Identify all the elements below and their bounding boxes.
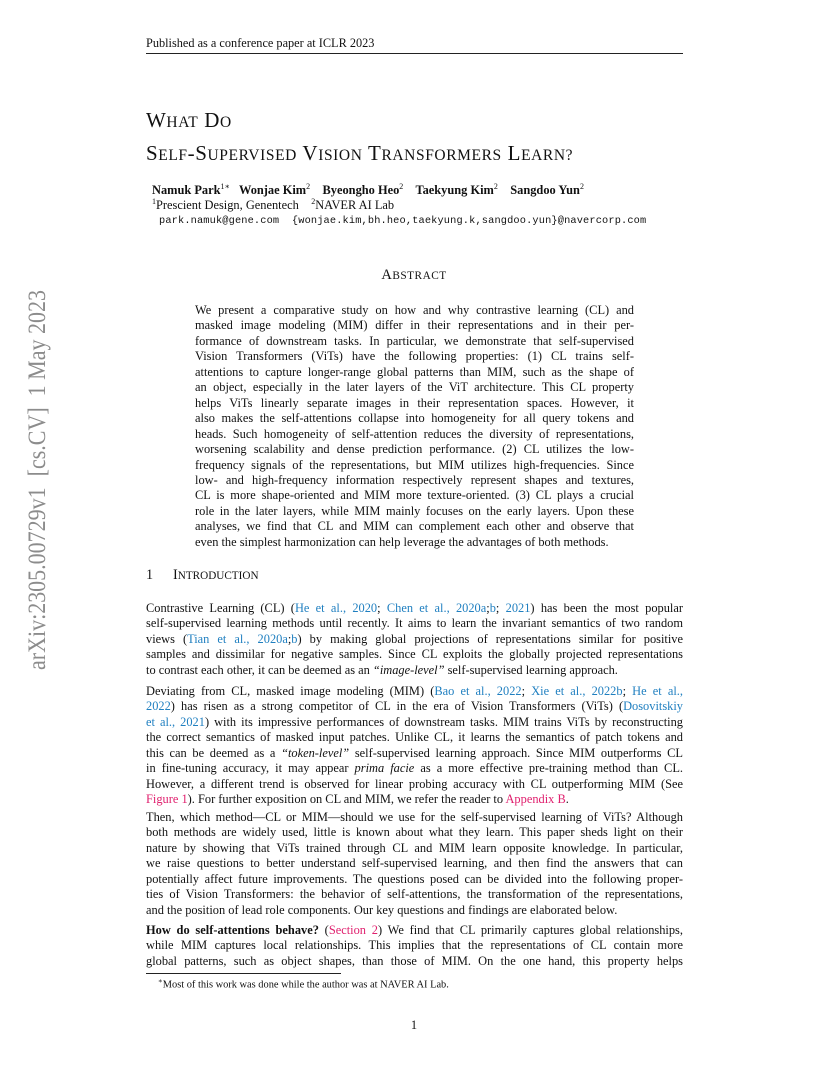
abstract-line-12: low- and high-frequency information respectively represent shapes and textures, bbox=[195, 472, 634, 487]
intro-paragraph-2 bbox=[146, 684, 683, 808]
figure-ref-link[interactable]: Figure 1 bbox=[146, 792, 188, 807]
abstract-line-13: CL is more shape-oriented and MIM more texture-oriented. (3) CL plays a crucial bbox=[195, 488, 634, 503]
section-number: 1 bbox=[146, 567, 154, 583]
citation-link[interactable]: Bao et al., 2022 bbox=[434, 684, 522, 698]
p2-line-2: 2022) has risen as a strong competitor of CL in the era of Vision Transformers (ViTs) (Dosovitskiy bbox=[146, 699, 683, 714]
p2-line-7: However, a different trend is observed for linear probing accuracy with CL outperforming MIM (See bbox=[146, 776, 683, 791]
header-rule bbox=[146, 53, 683, 54]
p2-line-3: et al., 2021) with its impressive performances of downstream tasks. MIM trains ViTs by reconstructing bbox=[146, 714, 683, 729]
p4-line-1: How do self-attentions behave? (Section 2) We find that CL primarily captures global relationships, bbox=[146, 923, 683, 937]
p3-line-5: potentially affect future improvements. The questions posed can be divided into the following proper- bbox=[146, 871, 683, 886]
affiliations: $^1$Prescient Design, Genentech $^2$NAVER AI Lab bbox=[152, 197, 395, 213]
abstract-line-3: formance of downstream tasks. In particular, we demonstrate that self-supervised bbox=[195, 333, 634, 348]
abstract-line-15: analyses, we find that CL and MIM can complement each other and observe that bbox=[195, 519, 634, 534]
p2-line-4: the correct semantics of masked input patches. Unlike CL, it learns the semantics of patch tokens and bbox=[146, 730, 683, 745]
author-list bbox=[152, 182, 584, 198]
intro-paragraph-4 bbox=[146, 923, 683, 969]
author-1: Namuk Park$^{1∗}$ bbox=[152, 182, 230, 198]
citation-link[interactable]: Xie et al., 2022b bbox=[531, 684, 623, 698]
section-heading-introduction bbox=[146, 567, 259, 584]
arxiv-stamp-svg bbox=[16, 290, 52, 670]
page-number: 1 bbox=[410, 1018, 418, 1032]
intro-paragraph-3 bbox=[146, 810, 683, 918]
p2-line-6: in fine-tuning accuracy, it may appear prima facie as a more effective pre-training method than CL. bbox=[146, 761, 683, 776]
citation-link[interactable]: Tian et al., 2020a bbox=[187, 631, 288, 646]
p1-line-2: self-supervised learning methods until recently. It aims to learn the invariant semantics of two random bbox=[146, 616, 683, 631]
p4-line-2: while MIM captures local relationships. This implies that the representations of CL contain more bbox=[146, 938, 683, 953]
footnote: ∗Most of this work was done while the author was at NAVER AI Lab. bbox=[158, 977, 449, 991]
affiliation-2: NAVER AI Lab bbox=[315, 198, 395, 213]
abstract-line-9: heads. Such homogeneity of self-attention reduces the diversity of representations, bbox=[195, 426, 634, 441]
p3-line-2: both methods are widely used, little is known about what they learn. This paper sheds light on their bbox=[146, 825, 683, 840]
author-3: Byeongho Heo$^2$ bbox=[322, 182, 404, 198]
footnote-rule bbox=[146, 973, 341, 974]
abstract-line-6: an object, especially in the later layers of the ViT architecture. This CL property bbox=[195, 380, 634, 395]
citation-link[interactable]: et al., 2021 bbox=[146, 714, 205, 729]
citation-link[interactable]: Dosovitskiy bbox=[623, 699, 683, 714]
p1-line-1: Contrastive Learning (CL) (He et al., 2020; Chen et al., 2020a;b; 2021) has been the most popular bbox=[146, 601, 683, 615]
abstract-line-16: even the simplest harmonization can help leverage the advantages of both methods. bbox=[195, 534, 609, 549]
abstract-body bbox=[195, 303, 634, 550]
p1-line-3: views (Tian et al., 2020a;b) by making global projections of representations similar for positive bbox=[146, 631, 683, 646]
citation-link[interactable]: He et al., 2020 bbox=[294, 601, 378, 615]
arxiv-stamp bbox=[16, 290, 52, 670]
title-line-2: SELF-SUPERVISED VISION TRANSFORMERS LEARN? bbox=[146, 141, 574, 165]
section-ref-link[interactable]: Section 2 bbox=[328, 923, 378, 937]
author-emails: park.namuk@gene.com {wonjae.kim,bh.heo,taekyung.k,sangdoo.yun}@navercorp.com bbox=[159, 215, 647, 227]
paper-title bbox=[146, 105, 573, 171]
abstract-line-11: frequency signals of the representations, but MIM utilizes high-frequencies. Since bbox=[195, 457, 634, 472]
p3-line-3: nature by showing that ViTs trained through CL and MIM learn opposite knowledge. In particular, bbox=[146, 840, 683, 855]
abstract-line-2: masked image modeling (MIM) differ in their representations and in their per- bbox=[195, 318, 634, 333]
p3-line-4: we raise questions to better understand self-supervised learning, and then find the answers that can bbox=[146, 856, 683, 871]
p3-line-1: Then, which method—CL or MIM—should we use for the self-supervised learning of ViTs? Although bbox=[146, 810, 683, 824]
arxiv-stamp-text: arXiv:2305.00729v1 [cs.CV] 1 May 2023 bbox=[22, 290, 51, 670]
abstract-line-7: helps ViTs linearly separate images in their representation spaces. However, it bbox=[195, 395, 634, 410]
p2-line-1: Deviating from CL, masked image modeling (MIM) (Bao et al., 2022; Xie et al., 2022b; He et al., bbox=[146, 684, 683, 698]
p3-line-7: and the position of lead role components. Our key questions and findings are elaborated below. bbox=[146, 902, 618, 917]
citation-link[interactable]: He et al., bbox=[632, 684, 683, 698]
abstract-line-10: worsening scalability and dense prediction performance. (2) CL utilizes the low- bbox=[195, 442, 634, 457]
running-header: Published as a conference paper at ICLR 2023 bbox=[146, 36, 375, 50]
abstract-line-8: also makes the self-attentions collapse into homogeneity for all query tokens and bbox=[195, 411, 634, 426]
abstract-line-4: Vision Transformers (ViTs) have the following properties: (1) CL trains self- bbox=[195, 349, 634, 364]
citation-link[interactable]: Chen et al., 2020a bbox=[386, 601, 487, 615]
affiliation-1: Prescient Design, Genentech bbox=[156, 198, 299, 213]
p3-line-6: ties of Vision Transformers: the behavior of self-attentions, the transformation of the representations, bbox=[146, 887, 683, 902]
abstract-line-5: attentions to capture longer-range global patterns than MIM, such as the shape of bbox=[195, 364, 634, 379]
abstract-line-1: We present a comparative study on how and why contrastive learning (CL) and bbox=[195, 303, 634, 317]
author-5: Sangdoo Yun$^2$ bbox=[510, 182, 584, 198]
p1-line-4: samples and dissimilar for negative samples. Since CL exploits the globally projected representations bbox=[146, 647, 683, 662]
p4-line-3: global patterns, such as object shapes, than those of MIM. On the one hand, this property helps bbox=[146, 953, 683, 968]
p1-line-5: to contrast each other, it can be deemed as an “image-level” self-supervised learning approach. bbox=[146, 662, 618, 677]
intro-paragraph-1 bbox=[146, 601, 683, 678]
abstract-heading: ABSTRACT bbox=[381, 267, 447, 283]
citation-link[interactable]: b bbox=[489, 601, 496, 615]
appendix-ref-link[interactable]: Appendix B bbox=[505, 792, 566, 807]
author-2: Wonjae Kim$^2$ bbox=[239, 182, 311, 198]
p2-line-8: Figure 1). For further exposition on CL and MIM, we refer the reader to Appendix B. bbox=[146, 792, 569, 807]
citation-link[interactable]: b bbox=[291, 631, 298, 646]
p2-line-5: this can be deemed as a “token-level” self-supervised learning approach. Since MIM outperforms CL bbox=[146, 745, 683, 760]
citation-link[interactable]: 2022 bbox=[146, 699, 171, 714]
citation-link[interactable]: 2021 bbox=[505, 601, 531, 615]
author-4: Taekyung Kim$^2$ bbox=[415, 182, 498, 198]
section-title: INTRODUCTION bbox=[173, 567, 259, 583]
title-line-1: WHAT DO bbox=[146, 108, 232, 132]
abstract-line-14: role in the later layers, while MIM mainly focuses on the early layers. Upon these bbox=[195, 503, 634, 518]
